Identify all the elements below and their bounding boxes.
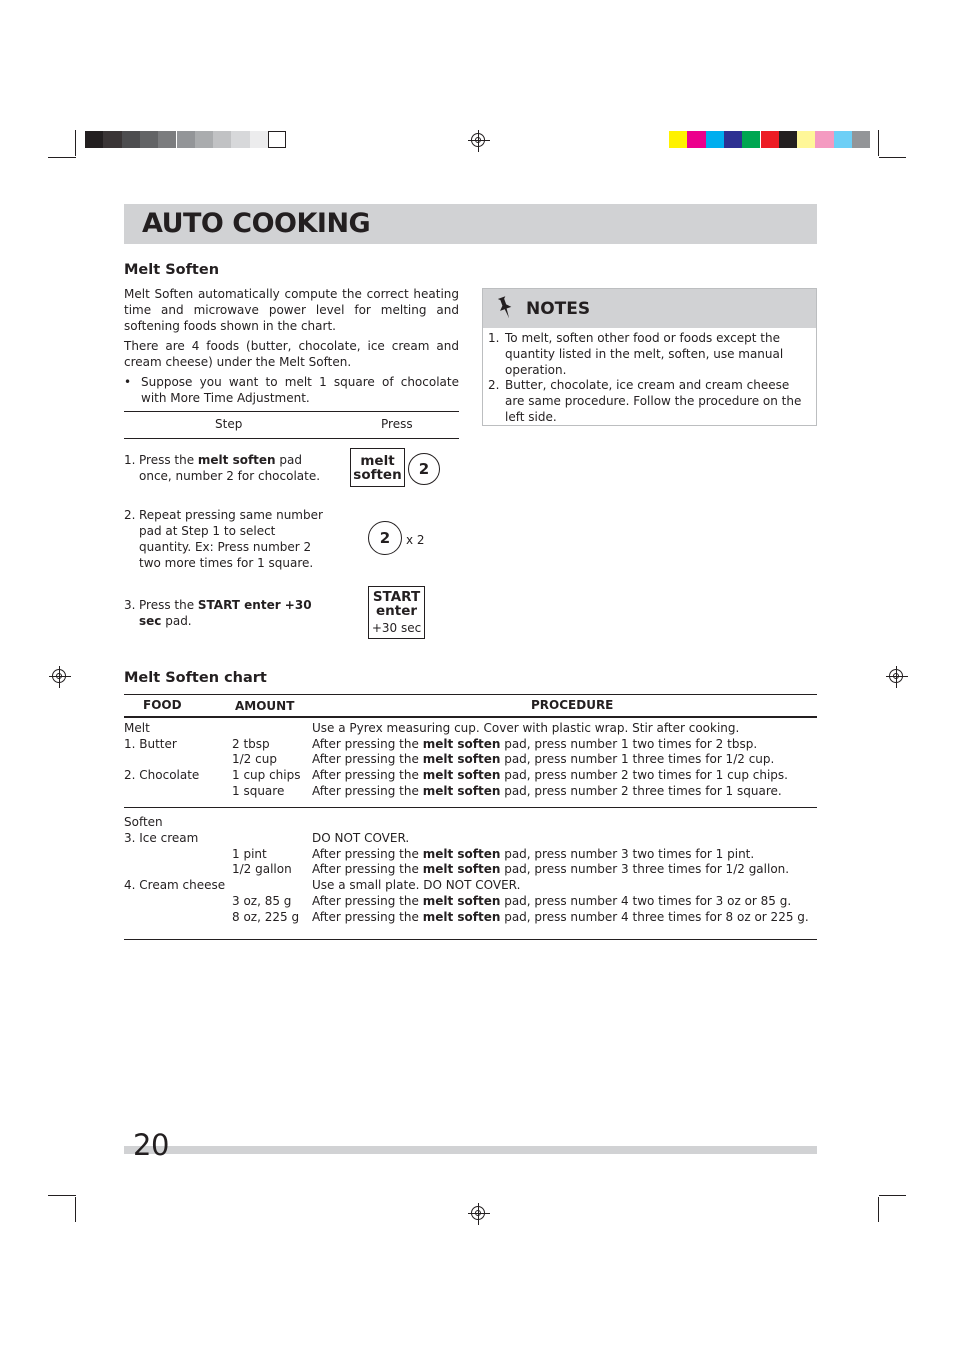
step-number: 2. (124, 508, 136, 522)
page-title: AUTO COOKING (142, 208, 371, 239)
pushpin-icon (494, 295, 516, 321)
key-label: soften (353, 467, 402, 483)
color-swatch (140, 131, 158, 148)
page-title-band (124, 204, 817, 244)
step-text: Press the START enter +30 sec pad. (139, 598, 312, 628)
bullet-text: Suppose you want to melt 1 square of chocolate with More Time Adjustment. (141, 375, 459, 405)
food-cell: 2. Chocolate (124, 768, 200, 782)
procedure-cell: After pressing the melt soften pad, press number 1 two times for 2 tbsp. (312, 737, 758, 751)
color-swatch (669, 131, 687, 148)
notes-title: NOTES (526, 299, 591, 319)
registration-mark-icon (471, 1206, 485, 1220)
food-cell: 3. Ice cream (124, 831, 199, 845)
amount-cell: 1 pint (232, 847, 267, 861)
color-swatch (231, 131, 249, 148)
amount-cell: 1/2 gallon (232, 862, 292, 876)
bullet-marker: • (124, 375, 132, 389)
column-header: Press (381, 417, 413, 431)
notes-header (483, 289, 816, 328)
key-label: melt (360, 453, 395, 469)
color-swatch (834, 131, 852, 148)
table-bottom-rule (124, 939, 817, 940)
intro-paragraph: There are 4 foods (butter, chocolate, ice cream and cream cheese) under the Melt Soften. (124, 339, 459, 369)
footer-bar (124, 1146, 817, 1154)
procedure-cell: After pressing the melt soften pad, press number 4 two times for 3 oz or 85 g. (312, 894, 792, 908)
amount-cell: 1 cup chips (232, 768, 301, 782)
step-number: 1. (124, 453, 136, 467)
color-swatch (195, 131, 213, 148)
amount-cell: 8 oz, 225 g (232, 910, 300, 924)
notes-box (482, 288, 817, 426)
group-divider (124, 807, 817, 808)
note-number: 1. (488, 331, 500, 345)
color-swatch (742, 131, 760, 148)
procedure-cell: After pressing the melt soften pad, press number 2 two times for 1 cup chips. (312, 768, 788, 782)
food-cell: 4. Cream cheese (124, 878, 226, 892)
amount-cell: 2 tbsp (232, 737, 270, 751)
crop-mark (879, 1195, 906, 1196)
amount-cell: 3 oz, 85 g (232, 894, 292, 908)
group-label: Soften (124, 815, 163, 829)
color-swatch (706, 131, 724, 148)
procedure-cell: After pressing the melt soften pad, press number 3 three times for 1/2 gallon. (312, 862, 790, 876)
step-text: Press the melt soften pad once, number 2 for chocolate. (139, 453, 321, 483)
column-header: Step (215, 417, 243, 431)
crop-mark (878, 1197, 879, 1222)
registration-mark-icon (471, 133, 485, 147)
page-number: 20 (133, 1128, 169, 1162)
color-swatch (177, 131, 195, 148)
divider (124, 411, 459, 412)
procedure-cell: DO NOT COVER. (312, 831, 410, 845)
color-swatch (250, 131, 268, 148)
color-swatch (103, 131, 121, 148)
table-header-rule (124, 716, 817, 718)
note-number: 2. (488, 378, 500, 392)
color-swatch (815, 131, 833, 148)
crop-mark (75, 1197, 76, 1222)
amount-cell: 1 square (232, 784, 285, 798)
procedure-cell: After pressing the melt soften pad, press number 4 three times for 8 oz or 225 g. (312, 910, 809, 924)
registration-mark-icon (52, 669, 66, 683)
key-label: +30 sec (371, 621, 422, 635)
intro-paragraph: Melt Soften automatically compute the correct heating time and microwave power level for melting and softening foods shown in the chart. (124, 287, 459, 333)
repeat-count: x 2 (406, 533, 425, 547)
amount-cell: 1/2 cup (232, 752, 277, 766)
crop-mark (879, 157, 906, 158)
color-swatch (779, 131, 797, 148)
procedure-cell: Use a Pyrex measuring cup. Cover with plastic wrap. Stir after cooking. (312, 721, 740, 735)
color-swatch (158, 131, 176, 148)
color-swatch (852, 131, 870, 148)
column-header-amount: AMOUNT (235, 699, 295, 713)
crop-mark (878, 130, 879, 156)
color-swatch (268, 131, 286, 148)
note-text: Butter, chocolate, ice cream and cream cheese are same procedure. Follow the procedure on the left side. (505, 378, 802, 424)
melt-soften-key[interactable] (350, 448, 405, 487)
procedure-cell: After pressing the melt soften pad, press number 2 three times for 1 square. (312, 784, 782, 798)
number-2-key[interactable]: 2 (368, 521, 402, 555)
number-2-key[interactable]: 2 (408, 453, 440, 485)
column-header-procedure: PROCEDURE (531, 698, 614, 712)
step-text: Repeat pressing same number pad at Step 1 to select quantity. Ex: Press number 2 two more times for 1 square. (139, 508, 323, 570)
procedure-cell: After pressing the melt soften pad, press number 1 three times for 1/2 cup. (312, 752, 775, 766)
crop-mark (48, 1195, 76, 1196)
table-top-rule (124, 694, 817, 695)
color-swatch (797, 131, 815, 148)
section-heading: Melt Soften (124, 262, 220, 278)
food-cell: 1. Butter (124, 737, 177, 751)
color-swatch (122, 131, 140, 148)
step-number: 3. (124, 598, 136, 612)
procedure-cell: After pressing the melt soften pad, press number 3 two times for 1 pint. (312, 847, 755, 861)
registration-mark-icon (889, 669, 903, 683)
key-label: START (372, 589, 421, 605)
note-text: To melt, soften other food or foods except the quantity listed in the melt, soften, use manual operation. (505, 331, 784, 377)
procedure-cell: Use a small plate. DO NOT COVER. (312, 878, 521, 892)
color-swatch (724, 131, 742, 148)
color-swatch (85, 131, 103, 148)
crop-mark (48, 157, 76, 158)
divider (124, 438, 459, 439)
chart-heading: Melt Soften chart (124, 670, 267, 686)
column-header-food: FOOD (143, 698, 182, 712)
key-label: enter (375, 603, 418, 619)
color-swatch (761, 131, 779, 148)
color-swatch (687, 131, 705, 148)
crop-mark (75, 130, 76, 156)
start-enter-key[interactable] (368, 586, 425, 639)
color-swatch (213, 131, 231, 148)
group-label: Melt (124, 721, 150, 735)
